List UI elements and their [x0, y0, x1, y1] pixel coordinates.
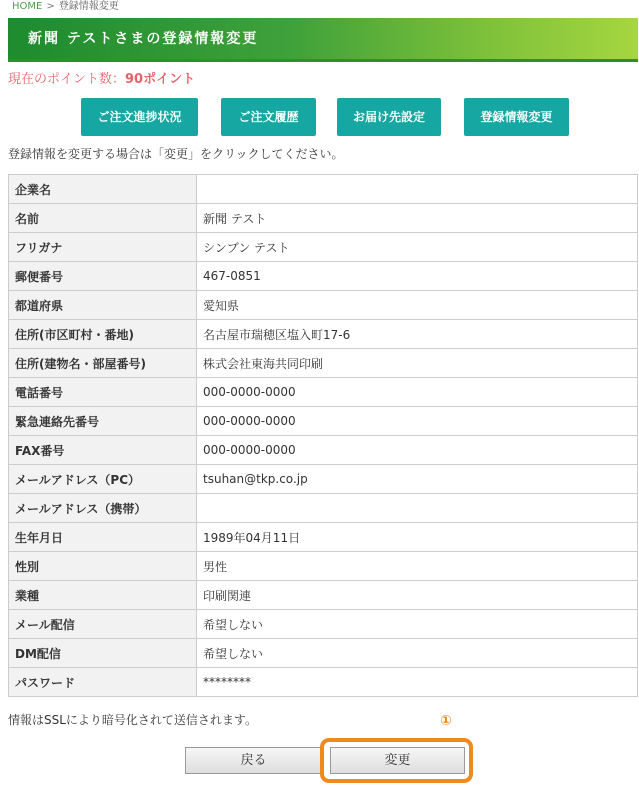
- field-label: DM配信: [9, 639, 197, 668]
- field-label: 業種: [9, 581, 197, 610]
- field-value: 希望しない: [197, 610, 638, 639]
- table-row: [9, 581, 638, 610]
- breadcrumb-separator: >: [46, 1, 55, 12]
- field-value: 男性: [197, 552, 638, 581]
- field-value: 000-0000-0000: [197, 407, 638, 436]
- table-row: [9, 349, 638, 378]
- registration-info-table: [8, 174, 638, 697]
- table-row: [9, 639, 638, 668]
- table-row: [9, 233, 638, 262]
- field-label: メールアドレス（PC）: [9, 465, 197, 494]
- field-value: 愛知県: [197, 291, 638, 320]
- field-label: 性別: [9, 552, 197, 581]
- points-value: 90ポイント: [125, 72, 196, 87]
- field-label: FAX番号: [9, 436, 197, 465]
- field-label: 郵便番号: [9, 262, 197, 291]
- field-label: メールアドレス（携帯）: [9, 494, 197, 523]
- page-title-bar: [8, 18, 638, 62]
- table-row: [9, 465, 638, 494]
- table-row: [9, 175, 638, 204]
- field-label: 緊急連絡先番号: [9, 407, 197, 436]
- breadcrumb: [12, 0, 119, 14]
- table-row: [9, 494, 638, 523]
- field-value: ********: [197, 668, 638, 697]
- breadcrumb-current: 登録情報変更: [58, 1, 119, 12]
- table-row: [9, 320, 638, 349]
- field-value: シンブン テスト: [197, 233, 638, 262]
- back-button[interactable]: 戻る: [185, 747, 322, 774]
- annotation-marker: ①: [440, 713, 452, 729]
- field-value: 1989年04月11日: [197, 523, 638, 552]
- field-label: 都道府県: [9, 291, 197, 320]
- field-label: 生年月日: [9, 523, 197, 552]
- field-value: [197, 494, 638, 523]
- table-row: [9, 204, 638, 233]
- table-row: [9, 407, 638, 436]
- page-title: 新聞 テストさまの登録情報変更: [28, 31, 259, 47]
- field-label: メール配信: [9, 610, 197, 639]
- instruction-text: 登録情報を変更する場合は「変更」をクリックしてください。: [8, 147, 344, 161]
- field-label: 電話番号: [9, 378, 197, 407]
- field-value: 希望しない: [197, 639, 638, 668]
- field-value: tsuhan@tkp.co.jp: [197, 465, 638, 494]
- table-row: [9, 668, 638, 697]
- field-value: 000-0000-0000: [197, 436, 638, 465]
- points-display: [8, 71, 195, 89]
- field-label: 住所(建物名・部屋番号): [9, 349, 197, 378]
- field-label: 名前: [9, 204, 197, 233]
- points-label: 現在のポイント数：: [8, 72, 126, 87]
- delivery-settings-button[interactable]: お届け先設定: [337, 98, 441, 136]
- breadcrumb-home-link[interactable]: HOME: [12, 1, 43, 12]
- field-value: 名古屋市瑞穂区塩入町17-6: [197, 320, 638, 349]
- ssl-note: 情報はSSLにより暗号化されて送信されます。: [8, 713, 257, 727]
- table-row: [9, 552, 638, 581]
- table-row: [9, 610, 638, 639]
- table-row: [9, 378, 638, 407]
- table-row: [9, 523, 638, 552]
- registration-change-button[interactable]: 登録情報変更: [464, 98, 569, 136]
- change-button-highlight: [320, 738, 473, 783]
- field-value: 印刷関連: [197, 581, 638, 610]
- field-label: 住所(市区町村・番地): [9, 320, 197, 349]
- field-value: 000-0000-0000: [197, 378, 638, 407]
- field-value: 株式会社東海共同印刷: [197, 349, 638, 378]
- order-status-button[interactable]: ご注文進捗状況: [81, 98, 198, 136]
- field-value: 467-0851: [197, 262, 638, 291]
- field-label: 企業名: [9, 175, 197, 204]
- field-value: [197, 175, 638, 204]
- table-row: [9, 291, 638, 320]
- table-row: [9, 262, 638, 291]
- change-button[interactable]: 変更: [330, 747, 465, 774]
- field-label: パスワード: [9, 668, 197, 697]
- field-label: フリガナ: [9, 233, 197, 262]
- order-history-button[interactable]: ご注文履歴: [221, 98, 316, 136]
- field-value: 新聞 テスト: [197, 204, 638, 233]
- table-row: [9, 436, 638, 465]
